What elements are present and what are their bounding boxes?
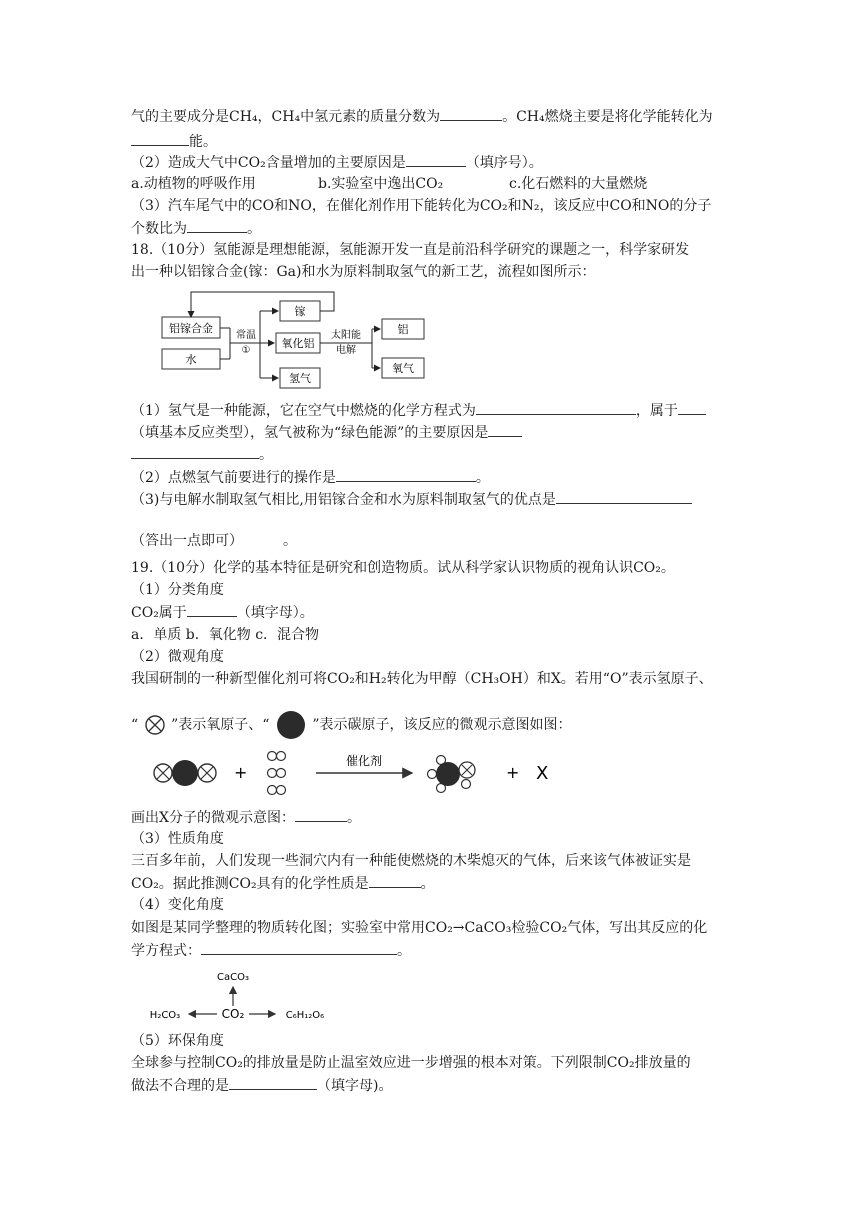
q18-stem-line1: 18.（10分）氢能源是理想能源，氢能源开发一直是前沿科学研究的课题之一，科学家研发	[131, 242, 690, 258]
conv-top-caco3: CaCO₃	[217, 972, 249, 983]
answer-blank[interactable]	[406, 152, 466, 167]
q19-micro-reaction-diagram	[150, 740, 590, 808]
answer-blank[interactable]	[476, 400, 636, 415]
plus-sign: +	[506, 763, 520, 782]
q19-part2-title: （2）微观角度	[131, 649, 224, 665]
q18-flow-diagram	[150, 286, 450, 396]
flow-label-hydrogen: 氢气	[289, 372, 311, 385]
answer-blank[interactable]	[678, 400, 706, 415]
conv-center-co2: CO₂	[221, 1007, 245, 1021]
q17-line1: 气的主要成分是CH₄，CH₄中氢元素的质量分数为 。CH₄燃烧主要是将化学能转化为	[131, 106, 713, 127]
answer-blank[interactable]	[187, 602, 237, 617]
q19-stem: 19.（10分）化学的基本特征是研究和创造物质。试从科学家认识物质的视角认识CO₂。	[131, 560, 675, 576]
q17-part3: （3）汽车尾气中的CO和NO，在催化剂作用下能转化为CO₂和N₂，该反应中CO和NO的分子	[131, 198, 712, 214]
answer-blank[interactable]	[369, 873, 421, 888]
q19-part5-line1: 全球参与控制CO₂的排放量是防止温室效应进一步增强的根本对策。下列限制CO₂排放量的	[131, 1055, 691, 1071]
carbon-atom-icon	[274, 710, 308, 740]
q17-options: a.动植物的呼吸作用 b.实验室中逸出CO₂ c.化石燃料的大量燃烧	[131, 176, 648, 192]
q18-part3: （3)与电解水制取氢气相比,用铝镓合金和水为原料制取氢气的优点是	[131, 489, 692, 510]
answer-blank[interactable]	[201, 940, 397, 955]
q19-part5-title: （5）环保角度	[131, 1033, 224, 1049]
answer-blank[interactable]	[556, 489, 692, 504]
q19-part2-line1: 我国研制的一种新型催化剂可将CO₂和H₂转化为甲醇（CH₃OH）和X。若用“O”表示氢原子、	[131, 671, 713, 687]
h2-molecules	[268, 752, 286, 795]
q19-part4-title: （4）变化角度	[131, 897, 224, 913]
q19-part4-line1: 如图是某同学整理的物质转化图；实验室中常用CO₂→CaCO₃检验CO₂气体，写出其反应的化	[131, 920, 708, 936]
answer-blank[interactable]	[336, 467, 476, 482]
flow-step-1: ①	[241, 345, 251, 356]
q19-part3-line2: CO₂。据此推测CO₂具有的化学性质是 。	[131, 873, 435, 894]
flow-cond-electrolysis: 电解	[336, 345, 356, 356]
catalyst-label: 催化剂	[345, 754, 383, 768]
conv-right-glucose: C₆H₁₂O₆	[285, 1010, 325, 1021]
flow-cond-solar: 太阳能	[331, 330, 361, 341]
q19-part2-legend: “ ”表示氧原子、“ ”表示碳原子，该反应的微观示意图如图：	[131, 710, 571, 740]
q19-part4-line2: 学方程式： 。	[131, 940, 411, 961]
unknown-product-x: X	[536, 763, 549, 784]
flow-label-oxygen: 氧气	[392, 362, 414, 375]
flow-label-water: 水	[185, 353, 197, 366]
q18-part1-line3: 。	[131, 444, 273, 465]
q19-part2-question: 画出X分子的微观示意图： 。	[131, 807, 361, 828]
q18-part1-line2: （填基本反应类型），氢气被称为“绿色能源”的主要原因是	[131, 422, 522, 443]
answer-blank[interactable]	[187, 218, 247, 233]
conv-left-h2co3: H₂CO₃	[149, 1010, 181, 1021]
co2-molecule	[154, 760, 216, 786]
q19-part1-options: a．单质 b．氧化物 c．混合物	[131, 627, 320, 643]
flow-cond-room-temp: 常温	[236, 330, 256, 341]
q19-part3-title: （3）性质角度	[131, 831, 224, 847]
q19-part5-line2: 做法不合理的是 （填字母)。	[131, 1075, 392, 1096]
flow-label-gallium: 镓	[294, 305, 306, 318]
q17-line2: 能。	[131, 131, 217, 152]
answer-blank[interactable]	[131, 131, 189, 146]
q19-part1-question: CO₂属于 （填字母）。	[131, 602, 314, 623]
q19-part3-line1: 三百多年前，人们发现一些洞穴内有一种能使燃烧的木柴熄灭的气体，后来该气体被证实是	[131, 853, 691, 869]
flow-label-aluminum: 铝	[397, 323, 409, 336]
q18-part2: （2）点燃氢气前要进行的操作是 。	[131, 467, 490, 488]
flow-label-alloy: 铝镓合金	[169, 322, 213, 335]
answer-blank[interactable]	[295, 807, 347, 822]
answer-blank[interactable]	[229, 1075, 317, 1090]
flow-label-alumina: 氧化铝	[281, 337, 315, 350]
q19-conversion-diagram	[145, 966, 345, 1028]
q19-part1-title: （1）分类角度	[131, 582, 224, 598]
q18-part3-line2: （答出一点即可） 。	[131, 533, 297, 549]
answer-blank[interactable]	[440, 106, 502, 121]
answer-blank[interactable]	[488, 422, 522, 437]
methanol-molecule	[428, 756, 476, 793]
q17-part3-line2: 个数比为 。	[131, 218, 261, 239]
q17-part2: （2）造成大气中CO₂含量增加的主要原因是 （填序号）。	[131, 152, 543, 173]
q18-part1-line1: （1）氢气是一种能源，它在空气中燃烧的化学方程式为 ，属于	[131, 400, 706, 421]
plus-sign: +	[234, 763, 248, 782]
oxygen-atom-icon	[143, 714, 167, 736]
answer-blank[interactable]	[131, 444, 259, 459]
q18-stem-line2: 出一种以铝镓合金(镓：Ga)和水为原料制取氢气的新工艺，流程如图所示：	[131, 264, 596, 280]
